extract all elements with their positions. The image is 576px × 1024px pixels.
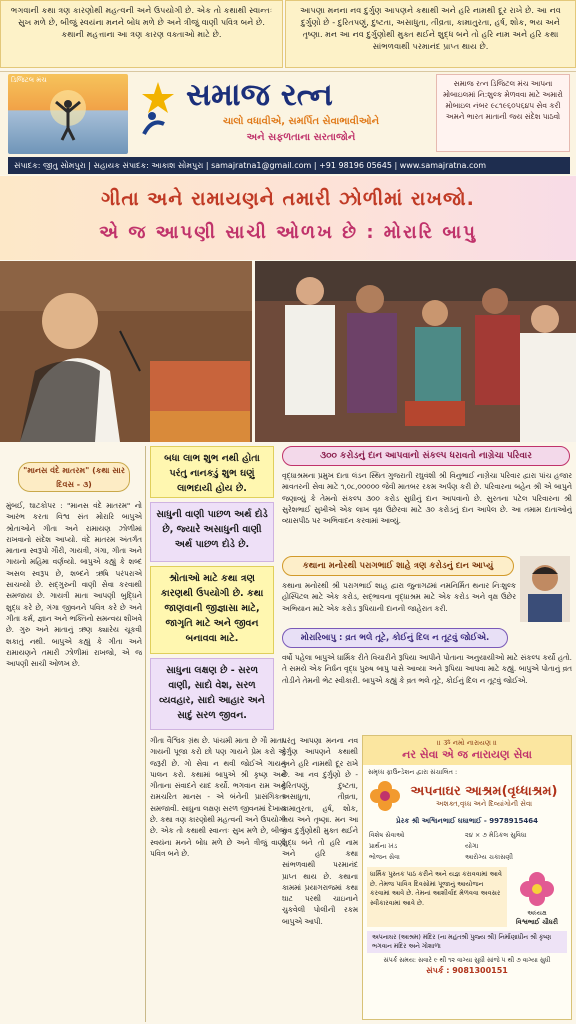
ad-sub: અશક્ત,વૃધ્ધ અને દિવ્યાંગોની સેવા (435, 800, 533, 808)
ad-feature: ભોજન સેવા (369, 853, 400, 861)
pink-flower-icon (517, 869, 557, 909)
quote-box-2 (150, 502, 274, 562)
ad-name: અપનાઘર આશ્રમ(વૃધ્ધાશ્રમ) (410, 784, 558, 799)
ad-feature: પ્રાર્થના ખંડ (369, 842, 398, 850)
ad-phone: સંપર્ક : 9081300151 (426, 966, 508, 975)
mid-column-text: ગીતા વૈશ્વિક ગ્રંથ છે. પાંચમી માતા છે ગૌ માતા. ગાયની પૂજા કરો છો પણ ગાયને પ્રેમ કરો એ જરૂરી છે. ગો સેવા ન થવી જોઈએ ગાયનું પાલન કરો. કથામાં બાપુએ શ્રી કૃષ્ણ અને ગીતાના સંવાદને યાદ કર્યો. ભગવાન રામ અને રામચરિત માનસ - એ બંનેની પ્રાસંગિકતા સમજાવી. સાધુના લક્ષણ સરળ જીવનમાં દેખાય છે. કથા ત્રણ કારણોથી મહત્વની અને ઉપયોગી છે. એક તો કથાથી સ્વાન્તઃ સુખ મળે છે, બીજું સ્વયંના મનને બોધ મળે છે અને ત્રીજું વાણી પવિત્ર બને છે. (150, 736, 286, 858)
ad-timing: સંપર્ક સમય: સવારે ૯ થી ૧૨ વાગ્યા સુધી સાંજે ૫ થી ૭ વાગ્યા સુધી (383, 957, 551, 964)
ad-feature: આરોગ્ય ચકાસણી (465, 853, 513, 861)
mid-lower-text: પરંતુ આપણા મનના નવ દુર્ગુણ આપણને કથાથી અને હરિ નામથી દૂર રાખે છે. આ નવ દુર્ગુણો છે - દુરિતપણું, દુષ્ટતા, અસાધુતા, તીવ્રતા, કામાતુરતા, હર્ષ, શોક, ભય અને તૃષ્ણા. મન આ નવ દુર્ગુણોથી મુક્ત થઈને શુદ્ધ બને તો હરિ નામ અને હરિ કથા સાંભળવાથી પરમાનંદ પ્રાપ્ત થાય છે. કથાના કામમાં પ્રયાગરાજમાં કથા ઘાટ પરથી ચાઇનાને ચુકવેલી પોલીની રકમ બાપુએ આપી. (282, 736, 358, 926)
ad-feature: વિશેષ સેવાઓ (369, 831, 405, 839)
brand-tagline-1: ચાલો વધાવીએ, સમર્પિત સેવાભાવીઓને (222, 116, 380, 127)
digital-stage-photo (8, 74, 128, 154)
brand-block (176, 76, 426, 156)
story-text: કથાના મનોરથી શ્રી પરાગભાઈ શાહ દ્વારા જુનાગઢમાં નમનિર્મિત થનાર નિઃશુલ્ક હોસ્પિટલ માટે એક કરોડ, સદ્ભાવના વૃદ્ધાશ્રમ માટે એક કરોડ અને વૃક્ષ ઉછેર અભિયાન માટે એક કરોડ રૂપિયાની દાનની જાહેરાત કરી. (282, 581, 516, 613)
quote-box-3 (150, 566, 274, 654)
ad-contact: પ્રેરક શ્રી અશ્વિનભાઈ ઘઘાભાઈ - 9978915464 (396, 817, 538, 825)
ad-header (363, 736, 571, 765)
bapu-banner-text: મોરારિબાપુ : વ્રત ભલે તૂટે, કોઈનું દિલ ન તૂટવું જોઈએ. (300, 633, 490, 643)
quote-box-1 (150, 446, 274, 498)
digital-tag: ડિજિટલ મંચ (11, 76, 47, 84)
flower-icon (368, 779, 402, 813)
donation-text: વૃદ્ધાશ્રમના પ્રમુખ દાતા લંડન સ્થિત ગુજરાતી રઘુવંશી શ્રી વિનુભાઈ નાગ્રેચા પરિવાર દ્વારા પાંચ હજાર માવતરની સેવા માટે ૧,૦૮,૦૦૦૦૦ જેવી માતબર રકમ અર્પણ કરી છે. પરિવારના બહેન શ્રી એ બાપુને જણાવ્યું કે તેમનો સંકલ્પ ૩૦૦ કરોડ સુધીનું દાન આપવાનો છે. સુરતના પટેલ પરિવારના શ્રી સુરેશભાઈ સુખીએ એક લાખ વૃક્ષ ઉછેરવા માટે ૩૦ કરોડનું દાન આપેલ છે. આ તમામ દાતાઓનું વ્યાસપીઠ પર અભિવાદન કરવામાં આવ્યું. (282, 471, 572, 526)
ad-address: અપનાઘર (આશ્રમ) મંદિર (ના મહંતશ્રી પુજ્ય શ્રી) નિર્માણાધીન શ્રી કૃષ્ણ ભગવાન મંદિર અને ગોશાળા (367, 931, 567, 953)
celebration-figure-icon (8, 74, 128, 154)
column-divider (145, 446, 146, 1022)
quote-1: બધા લાભ શુભ નથી હોતા પરંતુ નાનકડું શુભ ઘણું લાભદાયી હોય છે. (164, 453, 260, 494)
donor-portrait (520, 556, 570, 622)
stage-group-photo (255, 261, 576, 442)
ad-person-role: અધ્યક્ષ (527, 909, 547, 917)
editor-bar (8, 157, 570, 174)
ad-person-name: વિશ્વભાઈ ચૌધરી (516, 918, 558, 926)
quote-2: સાધુની વાણી પાછળ અર્થ દોડે છે, જ્યારે અસાધુની વાણી અર્થ પાછળ દોડે છે. (156, 509, 268, 550)
ad-note: ધાર્મિક પુસ્તક પાઠ કરીને અને યજ્ઞ કરાવવામાં આવે છે. તેમજ પાવિત્ર દિવસોમાં પૂજાનું આયોજન કરવામાં આવે છે. તેમનાં આશીર્વાદ મેળવવા અવસર સ્વીકારવામાં આવે છે. (367, 867, 507, 927)
brand-title: સમાજ રત્ન (186, 77, 333, 113)
ad-person (507, 867, 567, 927)
story-banner (282, 556, 514, 576)
story-banner-text: કથાના મનોરથી પરાગભાઈ શાહે ત્રણ કરોડનું દાન આપ્યું (302, 561, 494, 571)
apnaghar-ad (362, 735, 572, 1020)
ad-features (363, 828, 571, 865)
donation-banner (282, 446, 570, 466)
bapu-speaking-photo (0, 261, 252, 442)
headline-block (0, 176, 576, 260)
left-column-text: મુંબઈ, ઘાટકોપર : "માનસ વંદે માતરમ" નો આરંભ કરતા વિશ્વ સંત મોરારિ બાપુએ શ્રોતાઓને ગીતા અને રામાયણ ઝોળીમાં રાખવાનો સંદેશ આપ્યો. વંદે માતરમ અંતર્ગત માતાના સ્વરૂપો ગૌરી, ગાયત્રી, ગંગા, ગીતા અને ગાયનો મહિમા વર્ણવ્યો. બાપુએ કહ્યું કે શબ્દ અસલ સ્વરૂપ છે, શબ્દને ઋષિ પરંપરાએ સાચવ્યો છે. સદ્ગુરુની વાણી સેવા કરવાથી સમજાય છે. ગાયત્રી માતા આપણી બુદ્ધિને શુદ્ધ કરે છે, ગંગા જીવનને પવિત્ર કરે છે અને ગીતા કર્મ, જ્ઞાન અને ભક્તિનો સમન્વય શીખવે છે. ગુરુ અને માતાનું ઋણ ક્યારેય ચૂકવી શકાતું નથી. બાપુએ કહ્યું કે ગીતા અને રામાયણને તમારી ઝોળીમાં રાખજો, એ જ આપણી સાચી ઓળખ છે. (6, 501, 142, 669)
donation-banner-text: ૩૦૦ કરોડનું દાન આપવાનો સંકલ્પ ધરાવતો નાગ્રેચા પરિવાર (320, 451, 532, 461)
ad-top: ॥ ૐ નમો નારાયણ ॥ (437, 739, 497, 747)
quote-3: શ્રોતાઓ માટે કથા ત્રણ કારણથી ઉપયોગી છે. કથા જાણવાની જીજ્ઞાસા માટે, જાગૃતિ માટે અને જીવન બનાવવા માટે. (160, 573, 264, 644)
left-pill (18, 462, 130, 492)
ad-title-row (363, 777, 571, 815)
headline-2: એ જ આપણી સાચી ઓળખ છે : મોરારિ બાપુ (99, 222, 477, 243)
headline-1: ગીતા અને રામાયણને તમારી ઝોળીમાં રાખજો. (101, 188, 475, 210)
top-right-text: આપણા મનના નવ દુર્ગુણ આપણને કથાથી અને હરિ નામથી દૂર રાખે છે. આ નવ દુર્ગુણો છે - દુરિતપણું, દુષ્ટતા, અસાધુતા, તીવ્રતા, કામાતુરતા, હર્ષ, શોક, ભય અને તૃષ્ણા. મન આ નવ દુર્ગુણોથી મુક્ત થઈને શુદ્ધ બને તો હરિ નામ અને હરિ કથા સાંભળવાથી પરમાનંદ પ્રાપ્ત થાય છે. (300, 5, 561, 51)
star-logo-icon (134, 78, 176, 138)
masthead (0, 71, 576, 175)
brand-tagline-2: અને સફળતાના સરતાજોને (246, 132, 356, 143)
top-left-box (0, 0, 283, 68)
editor-line: સંપાદક: જીતુ સોમપુરા | સહાયક સંપાદક: આકાશ સોમપુરા | samajratna1@gmail.com | +91 98196 05645 | www.samajratna.com (14, 161, 487, 170)
quote-4: સાધુના લક્ષણ છે - સરળ વાણી, સાદો વેશ, સરળ વ્યવહાર, સાદો આહાર અને સાદું સરળ જીવન. (159, 665, 265, 721)
quote-box-4 (150, 658, 274, 730)
bapu-text: વર્ષો પહેલા બાપુએ ધાર્મિક રીતે વિચારીને રૂપિયા આપીને પોતાના અનુયાયીઓ માટે સંકલ્પ કર્યો હતો. તે સમયે એક નિર્ધન વૃદ્ધ પુરુષ બાપુ પાસે આવ્યા અને રૂપિયા આપવા માટે કહ્યું. બાપુએ પોતાનું વ્રત તોડીને તેમની ભેટ સ્વીકારી. બાપુએ કહ્યું કે વ્રત ભલે તૂટે, કોઈનું દિલ ન તૂટવું જોઈએ. (282, 653, 572, 685)
bapu-banner (282, 628, 508, 648)
ad-small: સમૃધ્ધ ફાઉન્ડેશન દ્વારા સંચાલિત : (368, 768, 458, 776)
top-left-text: ભગવાની કથા ત્રણ કારણોથી મહત્વની અને ઉપયોગી છે. એક તો કથાથી સ્વાન્તઃ સુખ મળે છે, બીજું સ્વયંના મનને બોધ મળે છે અને ત્રીજું વાણી પવિત્ર બને છે. કથાની મહત્તાના આ ત્રણ કારણ વક્તાઓ માટે છે. (10, 5, 273, 39)
ad-feature: ૨૪ × ૭ મેડિકલ સુવિધા (465, 831, 527, 839)
masthead-right-info (436, 74, 570, 152)
top-right-box (285, 0, 576, 68)
masthead-right-text: સમાજ રત્ન ડિજિટલ મંચ આપના મોબાઇલમાં નિ:શુલ્ક મેળવવા માટે અમારો મોબાઇલ નંબર ૯૮૧૯૬૦૫૬૪૫ સેવ કરી અમને ભારત માતાની જય સંદેશ પાઠવો (443, 79, 563, 121)
left-pill-text: "માનસ વંદે માતરમ" (કથા સાર દિવસ - ૩) (23, 466, 125, 489)
ad-slogan: નર સેવા એ જ નારાયણ સેવા (402, 748, 532, 761)
ad-feature: યોગા (465, 842, 479, 850)
